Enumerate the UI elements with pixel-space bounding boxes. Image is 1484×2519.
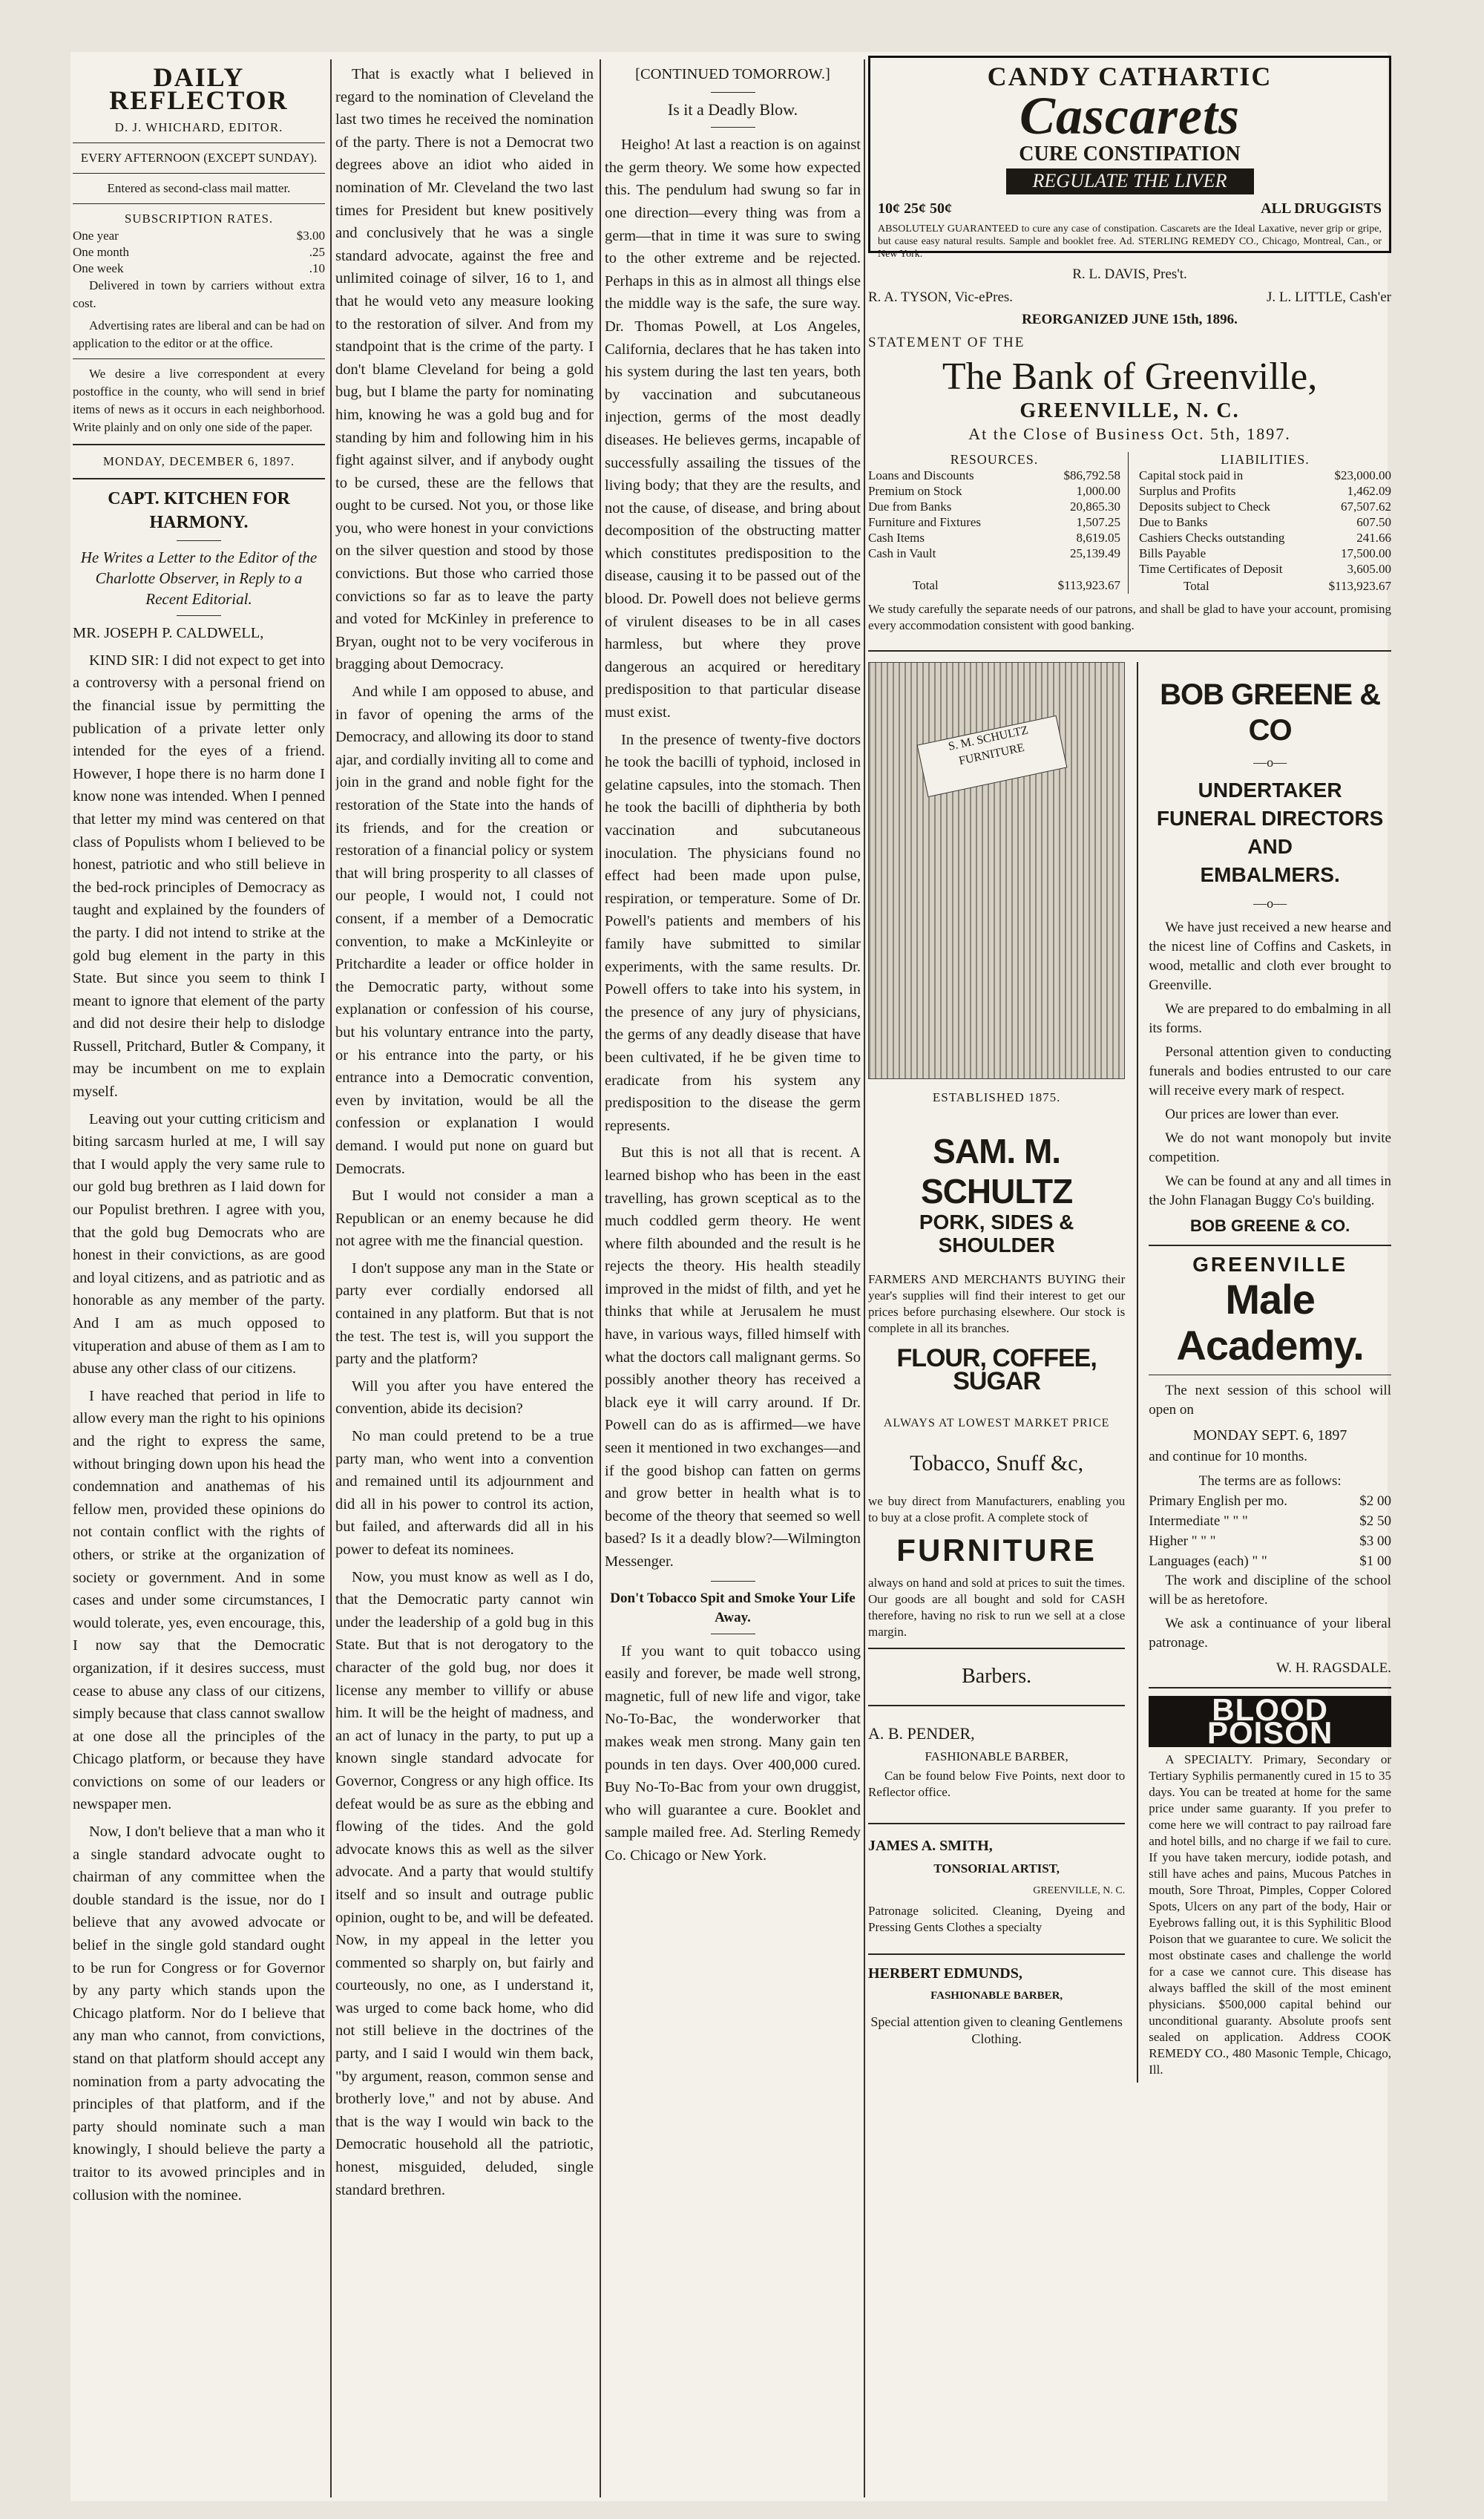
bank-president: R. L. DAVIS, Pres't. [1072,266,1187,282]
terms-row: Primary English per mo. $2 00 [1149,1493,1391,1509]
article-paragraph: That is exactly what I believed in regard to the nomination of Cleveland the last two times he received the nomination of the party. There is not a Democrat two degrees above an idiot who aided in nomination of Mr. Cleveland the two last times for President but knew positively and conclusively that he was a single standard advocate, against the free and unlimited coinage of silver, 16 to 1, and that he would veto any measure looking to the restoration of silver. And from my standpoint that is the crime of the party. I don't blame Cleveland for being a gold bug, but I blame the party for nominating him, knowing he was a gold bug and for standing by him and following him in his fight against silver, and if anybody ought to be cursed, these are the fellows that ought to be cursed. Not you, or those like you, who were honest in your convictions on the silver question and stood by those convictions. But those who carried those convictions so far as to leave the party and voted for McKinley in preference to Bryan, ought not to be very vociferous in bragging about Democracy. [335,66,594,673]
correspondents-note: We desire a live correspondent at every postoffice in the county, who will send in brief items of news as it occurs in each neighborhood. Write plainly and on only one side of the paper. [73,367,325,435]
greene-paragraph: We have just received a new hearse and the nicest line of Coffins and Caskets, in wood, metallic and cloth ever brought to Greenville. [1149,919,1391,993]
pender-title: FASHIONABLE BARBER, [925,1749,1068,1763]
bank-vice: R. A. TYSON, Vic-ePres. [868,289,1014,305]
greene-sign: BOB GREENE & CO. [1190,1216,1350,1235]
pork-line: PORK, SIDES & SHOULDER [919,1211,1074,1257]
bank-footer: We study carefully the separate needs of our patrons, and shall be glad to have your account, promising every accommodation consistent with good banking. [868,601,1391,632]
column-3 [605,63,861,2490]
rates-list [73,228,325,277]
article-paragraph: Now, you must know as well as I do, that the Democratic party cannot win under the leadership of a gold bug in this State. But that is not derogatory to the character of the gold bug, nor does it license any member to villify or abuse him. It will be the height of madness, and an act of lunacy in the party, to put up a known single standard advocate for Governor, Congress or any high office. Its defeat would be as sure as the ebbing and flowing of the tides. And the gold advocate knows this as well as the silver advocate. And a party that would stultify itself and so insult and outrage public opinion, ought to be, and will be defeated. Now, in my appeal in the letter you commented so sharply on, but fairly and courteously, no one, as I understand it, was urged to come back home, who did not still believe in the doctrines of the party, and I said I would win them back, "by argument, reason, common sense and brotherly love," and not by abuse. And that is the way I would win back to the Democratic household all the patriotic, honest, misguided, deluded, single standard brethren. [335,1568,594,2198]
greene-paragraph: We can be found at any and all times in the John Flanagan Buggy Co's building. [1149,1173,1391,1208]
store-sign: S. M. SCHULTZ FURNITURE [917,715,1068,796]
bank-city: GREENVILLE, N. C. [1020,399,1240,423]
academy-sign: W. H. RAGSDALE. [1276,1660,1391,1676]
article2-headline: Is it a Deadly Blow. [667,99,798,119]
farmers-note: FARMERS AND MERCHANTS BUYING their year's supplies will find their interest to get our prices before purchasing elsewhere. Our stock is complete in all its branches. [868,1272,1126,1336]
lower-ads [868,662,1391,2083]
academy-paragraph: and continue for 10 months. [1149,1448,1307,1464]
article-paragraph: In the presence of twenty-five doctors he took the bacilli of typhoid, inclosed in gelatine capsules, into the stomach. Then he took the bacilli of diphtheria by both vaccination and subcutaneous inoculation. The physicians found no effect had been made upon pulse, respiration, or temperature. Some of Dr. Powell's patients and members of his family have submitted to similar experiments, with the same results. Dr. Powell offers to take into his system, in the presence of any jury of physicians, the germs of any deadly disease that have been cultivated, if he be given time to eradicate from his system any predisposition to the disease the germ represents. [605,731,861,1134]
resources-title: RESOURCES. [950,451,1039,467]
blood-body: A SPECIALTY. Primary, Secondary or Tertiary Syphilis permanently cured in 15 to 35 days. You can be treated at home for the same price under same guaranty. If you prefer to come here we will contract to pay railroad fare and hotel bills, and no charge if we fail to cure. If you have taken mercury, iodide potash, and still have aches and pains, Mucous Patches in mouth, Sore Throat, Pimples, Copper Colored Spots, Ulcers on any part of the body, Hair or Eyebrows falling out, it is this Syphilitic Blood Poison that we guarantee to cure. We solicit the most obstinate cases and challenge the world for a case we cannot cure. This disease has always baffled the skill of the most eminent physicians. $500,000 capital behind our unconditional guaranty. Absolute proofs sent sealed on application. Address COOK REMEDY CO., 480 Masonic Temple, Chicago, Ill. [1149,1752,1391,2077]
cascarets-brand: Cascarets [1020,85,1240,145]
cascarets-ad [868,56,1391,261]
article-paragraph: KIND SIR: I did not expect to get into a controversy with a personal friend on the financial issue by permitting the publication of a private letter only intended for the eyes of a friend. However, I hope there is no harm done I know none was intended. When I penned that letter my mind was centered on that class of Populists whom I believed to be honest, patriotic and who still believe in the bed-rock principles of Democracy as taught and explained by the founders of the party. I did not intend to strike at the gold bug element in the party in this State. But since you seem to think I meant to ignore that element of the party and did not desire their help to dislodge Russell, Pritchard, Butler & Company, it may be incumbent on me to explain myself. [73,652,325,1101]
column-4-ads [868,56,1391,2490]
article-paragraph: Leaving out your cutting criticism and biting sarcasm hurled at me, I will say that I would apply the very same rule to our gold bug brethren as I laid down for our Populist brethren. I agree with you, that the gold bug Democrats who are honest in their convictions, as are good and loyal citizens, and as patriotic and as honorable as any member of the party. And I am as much opposed to vituperation and abuse of them as I am to abuse any other class of our citizens. [73,1110,325,1378]
terms-row: Languages (each) " " $1 00 [1149,1553,1391,1569]
article-paragraph: Now, I don't believe that a man who it a single standard advocate ought to chairman of any committee when the double standard is the issue, nor do I believe that any avowed advocate or belief in the single gold standard ought to be run for Congress or for Governor by any party which stands upon the Chicago platform. Nor do I believe that any man who cannot, from convictions, stand on that platform should accept any nomination from a party advocating the principles of that platform, and if the party should nominate such a man knowingly, I should believe the party a traitor to its avowed principles and in collusion with the nominee. [73,1824,325,2204]
cascarets-band: REGULATE THE LIVER [1006,168,1254,194]
greene-paragraph: We do not want monopoly but invite competition. [1149,1130,1391,1165]
greene-paragraph: Personal attention given to conducting funerals and bodies entrusted to our care will receive every mark of respect. [1149,1044,1391,1098]
tobacco-body: If you want to quit tobacco using easily and forever, be made well strong, magnetic, full of new life and vigor, take No-To-Bac, the wonderworker that makes weak men strong. Many gain ten pounds in ten days. Over 400,000 cured. Buy No-To-Bac from your own druggist, who will guarantee a cure. Booklet and sample mailed free. Ad. Sterling Remedy Co. Chicago or New York. [605,1642,861,1864]
store-illustration [868,662,1125,1079]
bank-ledger: RESOURCES. Loans and Discounts $86,792.58 Premium on Stock 1,000.00 Due from Banks 20,865.30 Furniture and Fixtures 1,507.25 Cash Items 8,619.05 Cash in Vault 25,139.49 Total $113,923.67 LIABILITIES. Capital stock paid in $23,000.00 Surplus and Profits 1,462.09 Deposits subject to Check 67,507.62 Due to Banks 607.50 Cashiers Checks outstanding 241.66 Bills Payable 17,500.00 Time Certificates of Deposit 3,605.00 Total $113,923.67 [868,451,1391,593]
bank-date: At the Close of Business Oct. 5th, 1897. [968,424,1291,443]
article-paragraph: Heigho! At last a reaction is on against the germ theory. We some how expected this. The pendulum had swung so far in one direction—every thing was from a germ—that in time it was sure to swing to the other extreme and be rejected. Perhaps in this as in almost all things else the middle way is the safe, the sure way. Dr. Thomas Powell, at Los Angeles, California, declares that he has taken into his system during the last ten years, both by vaccination and subcutaneous injection, germs of the most deadly diseases. He believes germs, incapable of successfully assailing the tissues of the living body; that they are the results, and not the cause, of disease, and bring about decomposition of the obstructing matter which constitutes predisposition to the disease, causing it to be passed out of the blood. Dr. Powell does not believe germs of virulent diseases to be in all cases harmless, but where they prove dangerous an acquired or hereditary predisposition to that particular disease must exist. [605,137,861,721]
article-paragraph: But this is not all that is recent. A learned bishop who has been in the east travelling, has grown sceptical as to the much coddled germ theory. He went where filth abounded and the result is he rejects the theory. His health steadily improved in the midst of filth, and yet he thinks that while at Jerusalem he must have, in various ways, filled himself with what the doctors call malignant germs. So possibly another theory has received a black eye it will carry around. If Dr. Powell can do as is affirmed—we have seen it mentioned in two exchanges—and if the good bishop can fatten on germs and grow better in health what is to become of the theory that seemed so well based? Is it a deadly blow?—Wilmington Messenger. [605,1144,861,1570]
column-rule [864,59,865,2497]
column-rule [330,59,332,2497]
column-2 [335,63,594,2490]
delivery-note: Delivered in town by carriers without extra cost. [73,278,325,311]
article-headline: CAPT. KITCHEN FOR HARMONY. [108,489,290,533]
bank-name: The Bank of Greenville, [942,356,1318,399]
liabilities-title: LIABILITIES. [1221,451,1310,467]
edmunds-body: Special attention given to cleaning Gentlemens Clothing. [870,2014,1123,2047]
buy-note: we buy direct from Manufacturers, enabling you to buy at a close profit. A complete stock of [868,1493,1126,1524]
right-ads-column: BOB GREENE & CO —o— UNDERTAKER FUNERAL DIRECTORS AND EMBALMERS. —o— We have just received a new hearse and the nicest line of Coffins and Caskets, in wood, metallic and cloth ever brought to Greenville. We are prepared to do embalming in all its forms. Personal attention given to conducting funerals and bodies entrusted to our care will receive every mark of respect. Our prices are lower than ever. We do not want monopoly but invite competition. We can be found at any and all times in the John Flanagan Buggy Co's building. BOB GREENE & CO. GREENVILLE Male Academy. The next session of this school will open on MONDAY SEPT. 6, 1897 and continue for 10 months. The terms are as follows: Primary English per mo. $2 00 Intermediate " " " $2 50 Higher " " " $3 00 Languages (each) " " $1 00 The work and discipline of the school will be as heretofore. We ask a continuance of your liberal patronage. W. H. RAGSDALE. BLOOD POISON A SPECIALTY. Primary, Secondary or Tertiary Syphilis permanently cured in 15 to 35 days. You can be treated at home for the same price under same guaranty. If you prefer to come here we will contract to pay railroad fare and hotel bills, and no charge if we fail to cure. If you have taken mercury, iodide potash, and still have aches and pains, Mucous Patches in mouth, Sore Throat, Pimples, Copper Colored Spots, Ulcers on any part of the body, Hair or Eyebrows falling out, it is this Syphilitic Blood Poison that we guarantee to cure. We solicit the most obstinate cases and challenge the world for a case we cannot cure. This disease has always baffled the skill of the most eminent physicians. $500,000 capital behind our unconditional guaranty. Absolute proofs sent sealed on application. Address COOK REMEDY CO., 480 Masonic Temple, Chicago, Ill. [1137,662,1391,2083]
pender-body: Can be found below Five Points, next door to Reflector office. [868,1769,1126,1800]
rate-row: One week .10 [73,261,325,276]
article-paragraph: I have reached that period in life to allow every man the right to his opinions and the right to express the same, without bringing down upon his head the condemnation and anathemas of his fellow men, provided these opinions do not contain conflict with the rights of others, or strike at the organization of society or government. And in some cases and under some circumstances, I would tolerate, yes, even encourage, this, I now say that the Democratic organization, if it desires success, must cease to abuse any class of our citizens, simply because that class cannot swallow at one dose all the principles of the Chicago platform, or because they have convictions on some of our leaders or newspaper men. [73,1387,325,1813]
furniture-line: FURNITURE [896,1532,1097,1568]
article-paragraph: Will you after you have entered the convention, abide its decision? [335,1378,594,1418]
column-1 [73,63,325,2211]
greene-funeral: FUNERAL DIRECTORS AND [1156,807,1384,859]
cascarets-prices: 10¢ 25¢ 50¢ [878,200,952,217]
academy-town: GREENVILLE [1192,1253,1348,1277]
smith-city: GREENVILLE, N. C. [1033,1885,1126,1897]
terms-row: Intermediate " " " $2 50 [1149,1513,1391,1529]
issue-date: MONDAY, DECEMBER 6, 1897. [102,454,295,469]
terms-row: Higher " " " $3 00 [1149,1533,1391,1549]
blood-title: BLOOD POISON [1149,1696,1391,1747]
smith-body: Patronage solicited. Cleaning, Dyeing and Pressing Gents Clothes a specialty [868,1903,1126,1934]
established: ESTABLISHED 1875. [932,1090,1061,1104]
barbers-title: Barbers. [962,1665,1032,1688]
rates-title: SUBSCRIPTION RATES. [124,212,274,226]
edmunds-title: FASHIONABLE BARBER, [930,1990,1063,2002]
terms-title: The terms are as follows: [1198,1473,1342,1489]
academy-name: Male Academy. [1176,1275,1364,1369]
cascarets-guarantee: ABSOLUTELY GUARANTEED to cure any case of constipation. Cascarets are the Ideal Laxative, never grip or gripe, but cause easy natural results. Sample and booklet free. Ad. STERLING REMEDY CO., Chicago, Montreal, Can., or New York. [878,223,1382,261]
lowest-line: ALWAYS AT LOWEST MARKET PRICE [883,1416,1110,1429]
masthead-title: DAILY REFLECTOR [109,63,289,115]
rate-row: One month .25 [73,245,325,260]
academy-paragraph: The next session of this school will open on [1149,1382,1391,1418]
furniture-body: always on hand and sold at prices to suit the times. Our goods are all bought and sold for CASH therefore, having no risk to run we sell at a close margin. [868,1576,1126,1640]
editor-line: D. J. WHICHARD, EDITOR. [114,120,283,135]
rate-row: One year $3.00 [73,229,325,243]
edmunds-name: HERBERT EDMUNDS, [868,1965,1022,1982]
cascarets-cure: CURE CONSTIPATION [1019,142,1241,166]
entered-line: Entered as second-class mail matter. [107,181,291,196]
bank-reorganized: REORGANIZED JUNE 15th, 1896. [1022,312,1238,328]
academy-paragraph: We ask a continuance of your liberal patronage. [1149,1615,1391,1651]
cascarets-top: CANDY CATHARTIC [987,62,1273,91]
greene-paragraph: Our prices are lower than ever. [1165,1106,1339,1122]
academy-paragraph: The work and discipline of the school will be as heretofore. [1149,1572,1391,1608]
greene-paragraph: We are prepared to do embalming in all its forms. [1149,1000,1391,1036]
academy-date: MONDAY SEPT. 6, 1897 [1192,1426,1347,1444]
smith-title: TONSORIAL ARTIST, [933,1861,1060,1876]
bank-statement: STATEMENT OF THE [868,334,1025,350]
greene-name: BOB GREENE & CO [1160,678,1381,747]
article-subhead: He Writes a Letter to the Editor of the Charlotte Observer, in Reply to a Recent Editorial. [80,548,318,609]
article-paragraph: But I would not consider a man a Republican or an enemy because he did not agree with me the financial question. [335,1188,594,1250]
column-rule [600,59,601,2497]
tobacco-headline: Don't Tobacco Spit and Smoke Your Life Away. [610,1590,856,1625]
pender-name: A. B. PENDER, [868,1723,975,1743]
article-paragraph: No man could pretend to be a true party man, who went into a convention and remained until its adjournment and did all in his power to control its action, but failed, and afterwards did all in his power to defeat its nominees. [335,1428,594,1558]
schedule-line: EVERY AFTERNOON (EXCEPT SUNDAY). [80,151,318,166]
schultz-name: SAM. M. SCHULTZ [921,1132,1073,1211]
salutation: MR. JOSEPH P. CALDWELL, [73,625,264,642]
article-paragraph: And while I am opposed to abuse, and in favor of opening the arms of the Democracy, and allowing its door to stand ajar, and cordially inviting all to come and join in the grand and noble fight for the restoration of the State into the hands of its friends, and for the creation or restoration of a financial policy or system that will bring prosperity to all classes of our people, I would not, I could not consent, if a member of a Democratic convention, to make a McKinleyite or Pritchardite a leader or office holder in the Democratic party, without some explanation or confession of his course, but his voluntary entrance into the party, or his entrance into the party, or his entrance into a Democratic convention, even by invitation, would be all the confession or explanation I would demand. I would put none on guard but Democrats. [335,684,594,1177]
greene-embalmers: EMBALMERS. [1200,863,1340,887]
greene-undertaker: UNDERTAKER [1198,779,1342,802]
schultz-column [868,662,1125,2083]
bank-cashier: J. L. LITTLE, Cash'er [1266,289,1391,305]
advertising-note: Advertising rates are liberal and can be had on application to the editor or at the office. [73,318,325,351]
flour-line: FLOUR, COFFEE, SUGAR [896,1344,1097,1395]
article-paragraph: I don't suppose any man in the State or party ever cordially endorsed all contained in any platform. But that is not the test. The test is, will you support the party and the platform? [335,1260,594,1368]
cascarets-all: ALL DRUGGISTS [1261,200,1382,217]
continued-note: [CONTINUED TOMORROW.] [635,66,830,82]
tobacco-line: Tobacco, Snuff &c, [910,1451,1084,1476]
smith-name: JAMES A. SMITH, [868,1838,993,1855]
